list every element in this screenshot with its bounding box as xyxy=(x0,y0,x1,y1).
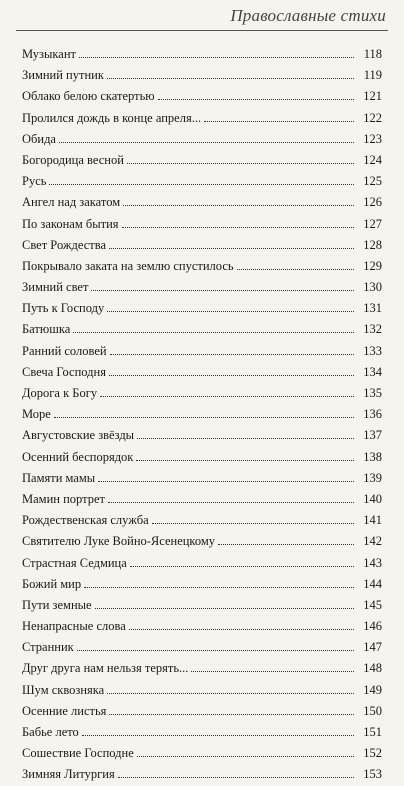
dot-leader xyxy=(79,57,354,58)
dot-leader xyxy=(108,502,354,503)
toc-entry xyxy=(22,658,382,679)
toc-entry-page-number: 144 xyxy=(363,576,382,591)
toc-entry-title: Сошествие Господне xyxy=(22,746,134,761)
toc-entry xyxy=(22,616,382,637)
toc-entry-title: Облако белою скатертью xyxy=(22,89,155,104)
toc-entry-page-number: 130 xyxy=(363,280,382,295)
toc-entry xyxy=(22,553,382,574)
dot-leader xyxy=(137,756,354,757)
dot-leader xyxy=(107,78,354,79)
toc-entry-title: Ненапрасные слова xyxy=(22,619,126,634)
dot-leader xyxy=(100,396,354,397)
toc-entry-title: Богородица весной xyxy=(22,152,124,167)
toc-entry xyxy=(22,44,382,65)
toc-entry-title: Зимний свет xyxy=(22,280,89,295)
dot-leader xyxy=(137,438,354,439)
toc-entry-page-number: 142 xyxy=(363,534,382,549)
dot-leader xyxy=(118,777,354,778)
dot-leader xyxy=(84,587,354,588)
dot-leader xyxy=(107,311,354,312)
toc-entry-title: По законам бытия xyxy=(22,216,119,231)
toc-entry-page-number: 146 xyxy=(363,619,382,634)
toc-entry xyxy=(22,362,382,383)
toc-entry xyxy=(22,192,382,213)
page-header xyxy=(0,0,404,40)
toc-entry xyxy=(22,129,382,150)
toc-entry-page-number: 133 xyxy=(363,343,382,358)
toc-entry-title: Святителю Луке Войно-Ясенецкому xyxy=(22,534,216,549)
toc-entry-page-number: 129 xyxy=(363,258,382,273)
toc-entry xyxy=(22,65,382,86)
dot-leader xyxy=(73,332,354,333)
toc-entry-page-number: 151 xyxy=(363,725,382,739)
toc-entry-title: Августовские звёзды xyxy=(22,428,135,443)
toc-entry xyxy=(22,108,382,129)
toc-entry-title: Друг друга нам нельзя терять... xyxy=(22,661,189,676)
toc-entry xyxy=(22,510,382,531)
toc-entry xyxy=(22,277,382,298)
dot-leader xyxy=(49,184,354,185)
toc-entry-page-number: 127 xyxy=(363,216,382,231)
dot-leader xyxy=(109,248,354,249)
toc-entry xyxy=(22,489,382,510)
toc-entry-title: Свеча Господня xyxy=(22,364,106,379)
dot-leader xyxy=(204,121,354,122)
dot-leader xyxy=(82,735,354,736)
dot-leader xyxy=(109,714,354,715)
toc-entry-page-number: 126 xyxy=(363,195,382,210)
toc-entry-title: Ранний соловей xyxy=(22,343,107,358)
dot-leader xyxy=(107,693,354,694)
toc-entry xyxy=(22,468,382,489)
toc-entry-title: Божий мир xyxy=(22,576,82,591)
toc-entry-title: Зимний путник xyxy=(22,68,104,83)
running-head-title: Православные стихи xyxy=(230,6,386,25)
dot-leader xyxy=(109,375,354,376)
toc-entry xyxy=(22,425,382,446)
toc-entry xyxy=(22,235,382,256)
toc-entry-page-number: 153 xyxy=(363,767,382,782)
toc-entry-title: Бабье лето xyxy=(22,725,79,739)
dot-leader xyxy=(91,290,354,291)
toc-entry-title: Покрывало заката на землю спустилось xyxy=(22,258,234,273)
toc-entry-title: Памяти мамы xyxy=(22,470,96,485)
toc-entry-title: Русь xyxy=(22,174,47,189)
toc-entry xyxy=(22,404,382,425)
toc-entry-page-number: 135 xyxy=(363,386,382,400)
toc-entry-title: Страстная Седмица xyxy=(22,555,127,570)
toc-entry xyxy=(22,86,382,107)
toc-entry-page-number: 147 xyxy=(363,640,382,655)
dot-leader xyxy=(77,650,354,651)
toc-entry-page-number: 131 xyxy=(363,301,382,316)
dot-leader xyxy=(123,205,354,206)
toc-entry-page-number: 122 xyxy=(363,110,382,125)
toc-entry-page-number: 128 xyxy=(363,237,382,252)
dot-leader xyxy=(136,460,354,461)
toc-entry-page-number: 145 xyxy=(363,597,382,612)
toc-entry-title: Дорога к Богу xyxy=(22,386,98,400)
toc-entry-title: Море xyxy=(22,407,51,422)
toc-entry-page-number: 143 xyxy=(363,555,382,570)
toc-entry-page-number: 121 xyxy=(363,89,382,104)
toc-entry-page-number: 123 xyxy=(363,131,382,146)
dot-leader xyxy=(110,354,354,355)
toc-entry-title: Осенние листья xyxy=(22,703,107,718)
toc-entry xyxy=(22,531,382,552)
toc-entry-title: Осенний беспорядок xyxy=(22,449,134,464)
toc-entry-title: Зимняя Литургия xyxy=(22,767,115,782)
toc-entry-page-number: 152 xyxy=(363,746,382,761)
toc-entry xyxy=(22,150,382,171)
toc-entry-page-number: 119 xyxy=(363,68,382,83)
dot-leader xyxy=(127,163,354,164)
toc-entry-title: Пути земные xyxy=(22,597,92,612)
dot-leader xyxy=(98,481,354,482)
toc-entry-page-number: 141 xyxy=(363,513,382,528)
toc-entry xyxy=(22,743,382,764)
toc-entry-page-number: 136 xyxy=(363,407,382,422)
toc-entry-title: Музыкант xyxy=(22,47,76,61)
toc-entry-title: Ангел над закатом xyxy=(22,195,121,210)
toc-entry xyxy=(22,701,382,722)
toc-entry xyxy=(22,319,382,340)
dot-leader xyxy=(158,99,354,100)
dot-leader xyxy=(191,671,354,672)
toc-entry-page-number: 148 xyxy=(363,661,382,676)
dot-leader xyxy=(122,227,354,228)
toc-entry-title: Обида xyxy=(22,131,56,146)
toc-entry xyxy=(22,637,382,658)
toc-entry xyxy=(22,341,382,362)
table-of-contents xyxy=(22,44,382,786)
toc-entry-page-number: 150 xyxy=(363,703,382,718)
toc-entry-page-number: 134 xyxy=(363,364,382,379)
toc-entry xyxy=(22,595,382,616)
toc-entry-page-number: 118 xyxy=(363,47,382,61)
toc-entry xyxy=(22,298,382,319)
toc-entry-page-number: 149 xyxy=(363,682,382,697)
toc-entry-title: Шум сквозняка xyxy=(22,682,105,697)
toc-entry xyxy=(22,722,382,743)
toc-entry-page-number: 125 xyxy=(363,174,382,189)
header-rule xyxy=(16,30,388,31)
dot-leader xyxy=(54,417,354,418)
toc-entry-title: Пролился дождь в конце апреля... xyxy=(22,110,202,125)
dot-leader xyxy=(59,142,354,143)
toc-entry xyxy=(22,171,382,192)
toc-entry xyxy=(22,383,382,404)
toc-entry xyxy=(22,214,382,235)
toc-entry-page-number: 138 xyxy=(363,449,382,464)
toc-entry xyxy=(22,447,382,468)
toc-entry-title: Рождественская служба xyxy=(22,513,149,528)
dot-leader xyxy=(237,269,354,270)
toc-entry-title: Свет Рождества xyxy=(22,237,107,252)
toc-entry-page-number: 137 xyxy=(363,428,382,443)
toc-entry-title: Батюшка xyxy=(22,322,71,337)
toc-entry-page-number: 124 xyxy=(363,152,382,167)
toc-entry-title: Странник xyxy=(22,640,74,655)
toc-entry xyxy=(22,574,382,595)
toc-entry-page-number: 139 xyxy=(363,470,382,485)
dot-leader xyxy=(129,629,354,630)
toc-entry xyxy=(22,680,382,701)
dot-leader xyxy=(218,544,354,545)
dot-leader xyxy=(130,566,354,567)
toc-entry-title: Мамин портрет xyxy=(22,491,105,506)
toc-entry xyxy=(22,764,382,785)
toc-entry-page-number: 140 xyxy=(363,491,382,506)
toc-entry-title: Путь к Господу xyxy=(22,301,105,316)
dot-leader xyxy=(152,523,354,524)
toc-entry xyxy=(22,256,382,277)
dot-leader xyxy=(95,608,354,609)
toc-entry-page-number: 132 xyxy=(363,322,382,337)
